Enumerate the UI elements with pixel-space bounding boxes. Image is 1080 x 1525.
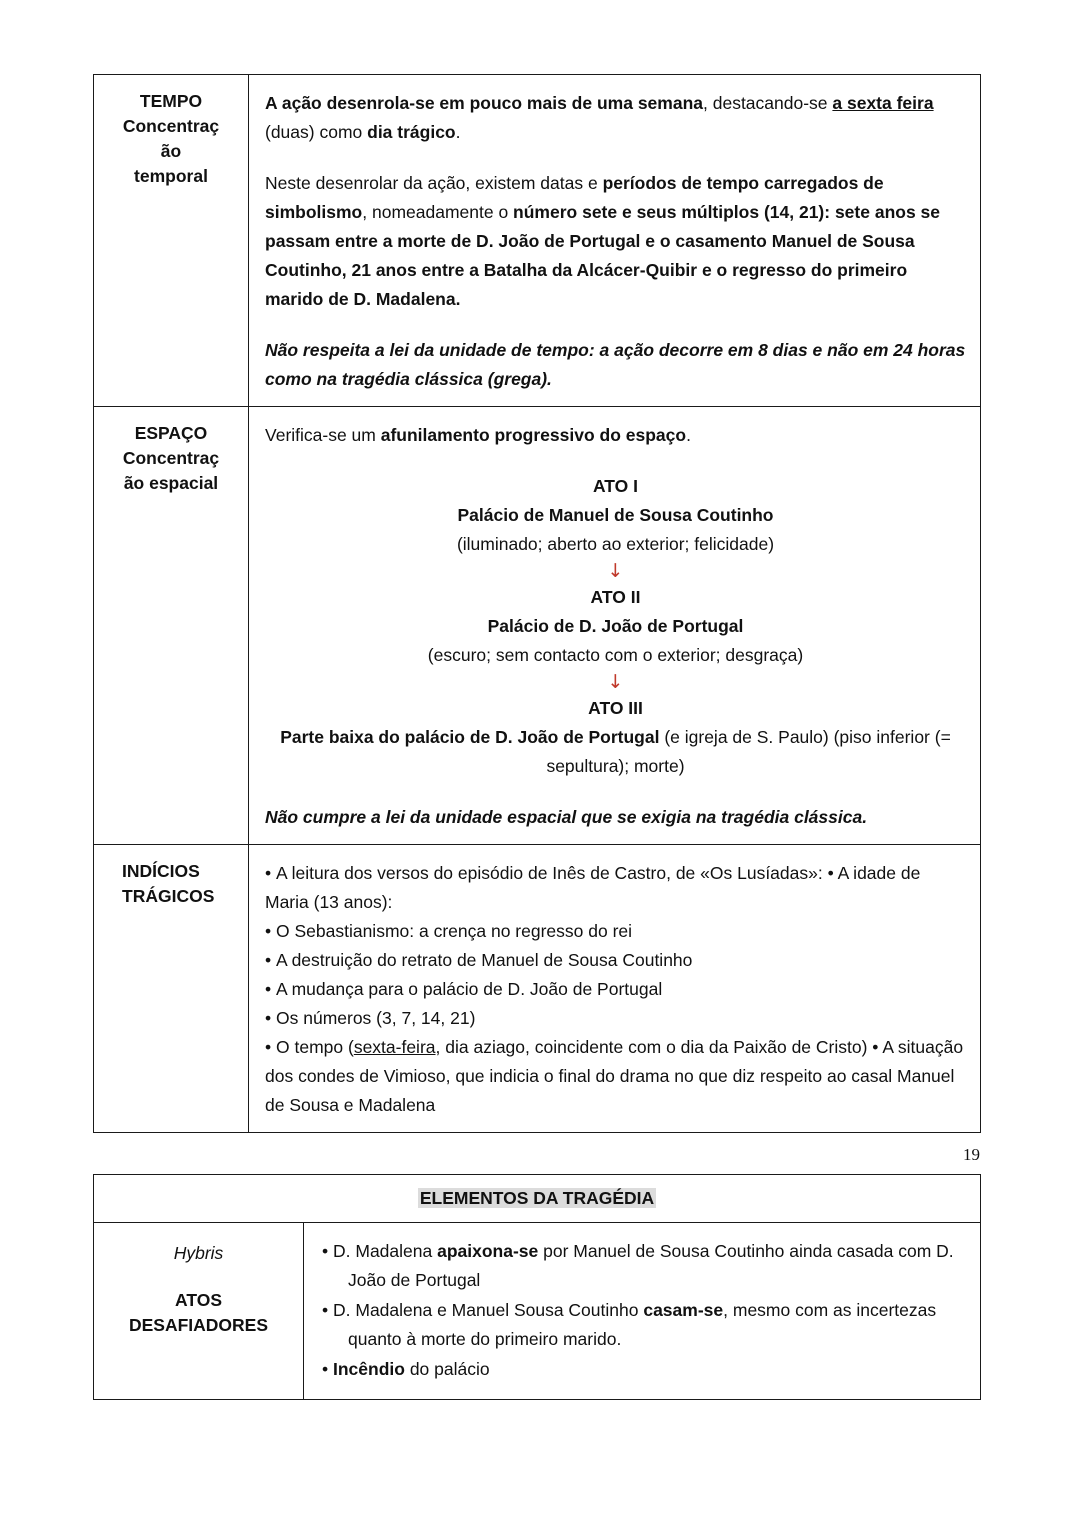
list-item	[265, 975, 966, 1004]
list-item-text: A destruição do retrato de Manuel de Sousa Coutinho	[276, 950, 693, 970]
paragraph-time-unity-note: Não respeita a lei da unidade de tempo: a ação decorre em 8 dias e não em 24 horas como na tragédia clássica (grega).	[265, 340, 966, 389]
table-row	[94, 75, 981, 407]
paragraph-spacer	[265, 147, 966, 169]
label-line: temporal	[134, 166, 208, 186]
row-content-tempo	[249, 75, 981, 407]
list-item-text-post: , mesmo com as incertezas quanto à morte do primeiro marido.	[348, 1300, 937, 1349]
row-label-hybris	[94, 1223, 304, 1400]
list-item-text-post: do palácio	[404, 1359, 490, 1379]
text-plain: , nomeadamente o	[362, 202, 514, 222]
table-row	[94, 845, 981, 1133]
act-place-line	[265, 723, 966, 781]
paragraph-space-intro	[265, 421, 966, 450]
act-place-tail: (e igreja de S. Paulo) (piso inferior (= sepultura); morte)	[546, 727, 951, 776]
label-line: Concentraç	[122, 116, 220, 136]
bullet-icon	[265, 950, 276, 970]
list-item-text-post: por Manuel de Sousa Coutinho ainda casada com D. João de Portugal	[348, 1241, 954, 1290]
paragraph-space-unity-note: Não cumpre a lei da unidade espacial que se exigia na tragédia clássica.	[265, 807, 868, 827]
text-plain: .	[455, 122, 461, 142]
table-header-row	[94, 1175, 981, 1223]
list-item-text-bold: casam-se	[643, 1300, 724, 1320]
row-content-hybris	[304, 1223, 981, 1400]
text-plain: .	[686, 425, 691, 445]
list-item	[322, 1355, 966, 1384]
paragraph-spacer	[265, 781, 966, 803]
list-item-text: A mudança para o palácio de D. João de Portugal	[276, 979, 663, 999]
text-bold: A ação desenrola-se em pouco mais de uma semana	[265, 93, 703, 113]
text-bold: períodos de tempo carregados de simbolismo	[265, 173, 884, 222]
label-line: TRÁGICOS	[122, 886, 215, 906]
label-line: ão espacial	[123, 473, 219, 493]
list-item-text-pre: O tempo (	[276, 1037, 354, 1057]
list-item-text: O Sebastianismo: a crença no regresso do rei	[276, 921, 633, 941]
label-spacer	[104, 1266, 293, 1288]
table-row	[94, 1223, 981, 1400]
table-two-title: ELEMENTOS DA TRAGÉDIA	[419, 1188, 655, 1208]
page-number: 19	[963, 1145, 980, 1164]
row-content-espaco	[249, 407, 981, 845]
bullet-icon	[322, 1241, 333, 1261]
list-item	[265, 917, 966, 946]
list-item-text-post: , dia aziago, coincidente com o dia da Paixão de Cristo) • A situação dos condes de Vimioso, que indicia o final do drama no que diz respeito ao casal Manuel de Sousa e Madalena	[265, 1037, 964, 1115]
row-label-espaco	[94, 407, 249, 845]
text-plain: Neste desenrolar da ação, existem datas e	[265, 173, 603, 193]
hybris-acts-list	[322, 1237, 966, 1384]
act-title: ATO III	[588, 698, 643, 718]
list-item-text-pre: D. Madalena	[333, 1241, 438, 1261]
table-row	[94, 407, 981, 845]
text-bold: dia trágico	[367, 122, 456, 142]
paragraph-spacer	[265, 450, 966, 472]
act-title: ATO II	[590, 587, 641, 607]
bullet-icon	[265, 1037, 276, 1057]
label-line: TEMPO	[139, 91, 203, 111]
act-place: Palácio de Manuel de Sousa Coutinho	[457, 505, 774, 525]
text-plain: Verifica-se um	[265, 425, 381, 445]
paragraph-symbolic-numbers	[265, 169, 966, 314]
label-line: INDÍCIOS	[122, 861, 200, 881]
paragraph-time-week	[265, 89, 966, 147]
list-item-text: A leitura dos versos do episódio de Inês de Castro, de «Os Lusíadas»: • A idade de Maria (13 anos):	[265, 863, 921, 912]
bullet-icon	[322, 1300, 333, 1320]
label-atos-desafiadores: ATOS DESAFIADORES	[128, 1290, 269, 1335]
bullet-icon	[265, 921, 276, 941]
row-label-tempo	[94, 75, 249, 407]
act-detail: (iluminado; aberto ao exterior; felicidade)	[456, 534, 775, 554]
list-item	[322, 1296, 966, 1354]
act-place: Parte baixa do palácio de D. João de Portugal	[280, 727, 660, 747]
label-line: ão	[160, 141, 182, 161]
list-item-text-pre: D. Madalena e Manuel Sousa Coutinho	[333, 1300, 644, 1320]
row-content-indicios	[249, 845, 981, 1133]
text-bold: afunilamento progressivo do espaço	[380, 425, 687, 445]
down-arrow-icon: ↓	[607, 560, 624, 582]
text-bold: número sete e seus múltiplos (14, 21): sete anos se passam entre a morte de D. João de Portugal e o casamento Manuel de Sousa Coutinho, 21 anos entre a Batalha da Alcácer-Quibir e o regresso do primeiro marido de D. Madalena.	[265, 202, 941, 309]
paragraph-spacer	[265, 314, 966, 336]
table-two-header-cell	[94, 1175, 981, 1223]
text-bold-underline: a sexta feira	[832, 93, 934, 113]
bullet-icon	[265, 863, 276, 883]
act-place: Palácio de D. João de Portugal	[487, 616, 744, 636]
list-item	[265, 946, 966, 975]
list-item	[265, 1033, 966, 1120]
bullet-icon	[265, 979, 276, 999]
bullet-icon	[322, 1359, 333, 1379]
list-item-text-bold: apaixona-se	[437, 1241, 539, 1261]
table-aspects-of-tragedy	[93, 74, 981, 1133]
list-item	[265, 1004, 966, 1033]
act-title: ATO I	[592, 476, 639, 496]
down-arrow-icon: ↓	[607, 671, 624, 693]
label-line: ESPAÇO	[134, 423, 208, 443]
list-item	[322, 1237, 966, 1295]
text-plain: (duas) como	[265, 122, 368, 142]
bullet-icon	[265, 1008, 276, 1028]
list-item-text-underline: sexta-feira	[353, 1037, 436, 1057]
list-item-text: Os números (3, 7, 14, 21)	[276, 1008, 476, 1028]
label-line: Concentraç	[122, 448, 220, 468]
label-hybris: Hybris	[173, 1243, 224, 1263]
list-item	[265, 859, 966, 917]
act-detail: (escuro; sem contacto com o exterior; desgraça)	[427, 645, 804, 665]
tragic-signs-list	[265, 859, 966, 1120]
text-plain: , destacando-se	[703, 93, 833, 113]
table-elements-of-tragedy	[93, 1174, 981, 1400]
row-label-indicios	[94, 845, 249, 1133]
list-item-text-bold: Incêndio	[333, 1359, 405, 1379]
